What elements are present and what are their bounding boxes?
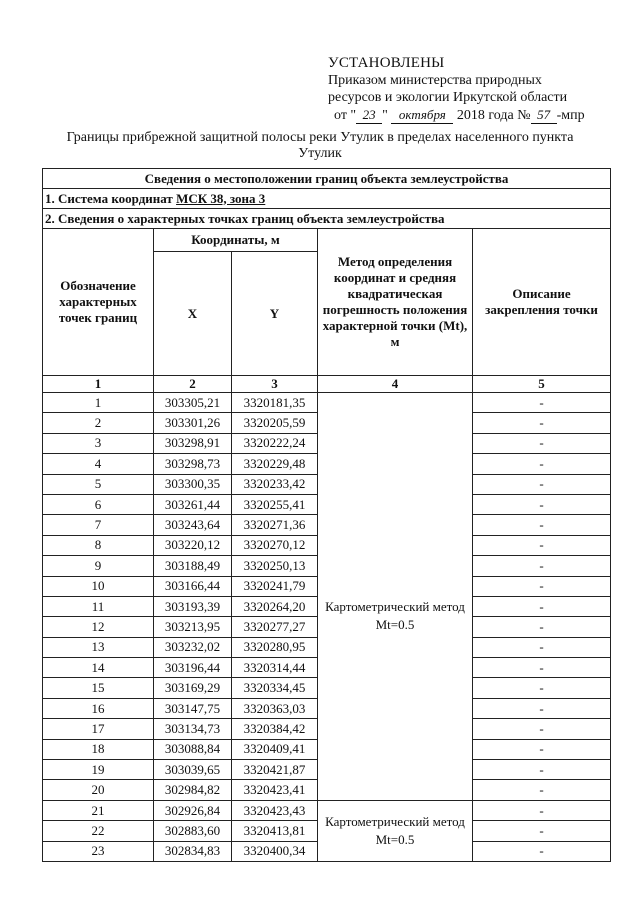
point-number: 19 — [43, 760, 154, 780]
points-section-title: 2. Сведения о характерных точках границ объекта землеустройства — [43, 209, 611, 229]
document-title — [30, 130, 610, 162]
x-coordinate: 303169,29 — [154, 678, 232, 698]
point-number: 12 — [43, 617, 154, 637]
description-cell: - — [473, 515, 611, 535]
point-number: 16 — [43, 698, 154, 718]
title-line-2: Утулик — [298, 146, 342, 161]
approval-line-1: Приказом министерства природных — [328, 73, 542, 88]
header-point: Обозначение характерных точек границ — [43, 229, 154, 376]
y-coordinate: 3320277,27 — [232, 617, 318, 637]
y-coordinate: 3320241,79 — [232, 576, 318, 596]
description-cell: - — [473, 678, 611, 698]
description-cell: - — [473, 800, 611, 820]
x-coordinate: 303305,21 — [154, 393, 232, 413]
point-number: 15 — [43, 678, 154, 698]
y-coordinate: 3320314,44 — [232, 658, 318, 678]
header-coordinates: Координаты, м — [154, 229, 318, 252]
col-number-1: 1 — [43, 376, 154, 393]
point-number: 7 — [43, 515, 154, 535]
y-coordinate: 3320264,20 — [232, 596, 318, 616]
x-coordinate: 303232,02 — [154, 637, 232, 657]
point-number: 9 — [43, 556, 154, 576]
table-row — [43, 800, 611, 820]
coordinate-system-name: МСК 38, зона 3 — [176, 190, 266, 206]
section-title: Сведения о местоположении границ объекта землеустройства — [43, 169, 611, 189]
x-coordinate: 302926,84 — [154, 800, 232, 820]
point-number: 11 — [43, 596, 154, 616]
point-number: 21 — [43, 800, 154, 820]
x-coordinate: 303039,65 — [154, 760, 232, 780]
point-number: 10 — [43, 576, 154, 596]
y-coordinate: 3320271,36 — [232, 515, 318, 535]
coordinate-system: 1. Система координат МСК 38, зона 3 — [43, 189, 611, 209]
y-coordinate: 3320363,03 — [232, 698, 318, 718]
col-number-3: 3 — [232, 376, 318, 393]
y-coordinate: 3320421,87 — [232, 760, 318, 780]
description-cell: - — [473, 474, 611, 494]
description-cell: - — [473, 393, 611, 413]
point-number: 6 — [43, 494, 154, 514]
point-number: 22 — [43, 821, 154, 841]
col-number-2: 2 — [154, 376, 232, 393]
y-coordinate: 3320181,35 — [232, 393, 318, 413]
description-cell: - — [473, 739, 611, 759]
point-number: 1 — [43, 393, 154, 413]
y-coordinate: 3320205,59 — [232, 413, 318, 433]
approval-day: 23 — [356, 106, 382, 124]
y-coordinate: 3320229,48 — [232, 454, 318, 474]
point-number: 17 — [43, 719, 154, 739]
point-number: 23 — [43, 841, 154, 861]
x-coordinate: 303196,44 — [154, 658, 232, 678]
method-cell: Картометрический метод Mt=0.5 — [318, 393, 473, 801]
approval-line-2: ресурсов и экологии Иркутской области — [328, 90, 568, 105]
point-number: 13 — [43, 637, 154, 657]
description-cell: - — [473, 433, 611, 453]
x-coordinate: 303261,44 — [154, 494, 232, 514]
x-coordinate: 303166,44 — [154, 576, 232, 596]
approval-stamp — [328, 55, 585, 124]
y-coordinate: 3320423,43 — [232, 800, 318, 820]
x-coordinate: 303188,49 — [154, 556, 232, 576]
description-cell: - — [473, 719, 611, 739]
x-coordinate: 303193,39 — [154, 596, 232, 616]
y-coordinate: 3320222,24 — [232, 433, 318, 453]
y-coordinate: 3320409,41 — [232, 739, 318, 759]
y-coordinate: 3320413,81 — [232, 821, 318, 841]
boundary-table — [42, 168, 611, 862]
description-cell: - — [473, 454, 611, 474]
y-coordinate: 3320250,13 — [232, 556, 318, 576]
description-cell: - — [473, 841, 611, 861]
approval-date-line: от " 23 " октября 2018 года № 57 -мпр — [334, 107, 585, 123]
approval-number: 57 — [531, 106, 557, 124]
y-coordinate: 3320334,45 — [232, 678, 318, 698]
header-description: Описание закрепления точки — [473, 229, 611, 376]
description-cell: - — [473, 596, 611, 616]
header-x: X — [154, 252, 232, 376]
x-coordinate: 302834,83 — [154, 841, 232, 861]
description-cell: - — [473, 494, 611, 514]
description-cell: - — [473, 637, 611, 657]
point-number: 4 — [43, 454, 154, 474]
x-coordinate: 303298,91 — [154, 433, 232, 453]
table-row — [43, 393, 611, 413]
y-coordinate: 3320270,12 — [232, 535, 318, 555]
x-coordinate: 303147,75 — [154, 698, 232, 718]
description-cell: - — [473, 658, 611, 678]
approval-year: 2018 года № — [456, 108, 531, 123]
description-cell: - — [473, 780, 611, 800]
col-number-5: 5 — [473, 376, 611, 393]
y-coordinate: 3320400,34 — [232, 841, 318, 861]
x-coordinate: 303298,73 — [154, 454, 232, 474]
x-coordinate: 303213,95 — [154, 617, 232, 637]
approval-heading: УСТАНОВЛЕНЫ — [328, 55, 445, 71]
x-coordinate: 303243,64 — [154, 515, 232, 535]
x-coordinate: 303220,12 — [154, 535, 232, 555]
x-coordinate: 303134,73 — [154, 719, 232, 739]
description-cell: - — [473, 821, 611, 841]
x-coordinate: 303300,35 — [154, 474, 232, 494]
header-method: Метод определения координат и средняя квадратическая погрешность положения характерной точки (Mt), м — [318, 229, 473, 376]
x-coordinate: 303301,26 — [154, 413, 232, 433]
point-number: 5 — [43, 474, 154, 494]
y-coordinate: 3320233,42 — [232, 474, 318, 494]
y-coordinate: 3320423,41 — [232, 780, 318, 800]
description-cell: - — [473, 535, 611, 555]
description-cell: - — [473, 760, 611, 780]
approval-month: октября — [391, 106, 453, 124]
point-number: 18 — [43, 739, 154, 759]
point-number: 14 — [43, 658, 154, 678]
description-cell: - — [473, 556, 611, 576]
title-line-1: Границы прибрежной защитной полосы реки Утулик в пределах населенного пункта — [66, 130, 574, 145]
header-y: Y — [232, 252, 318, 376]
x-coordinate: 303088,84 — [154, 739, 232, 759]
description-cell: - — [473, 617, 611, 637]
description-cell: - — [473, 576, 611, 596]
x-coordinate: 302984,82 — [154, 780, 232, 800]
point-number: 2 — [43, 413, 154, 433]
point-number: 3 — [43, 433, 154, 453]
col-number-4: 4 — [318, 376, 473, 393]
y-coordinate: 3320280,95 — [232, 637, 318, 657]
description-cell: - — [473, 413, 611, 433]
y-coordinate: 3320255,41 — [232, 494, 318, 514]
y-coordinate: 3320384,42 — [232, 719, 318, 739]
method-cell: Картометрический метод Mt=0.5 — [318, 800, 473, 861]
point-number: 8 — [43, 535, 154, 555]
x-coordinate: 302883,60 — [154, 821, 232, 841]
description-cell: - — [473, 698, 611, 718]
point-number: 20 — [43, 780, 154, 800]
